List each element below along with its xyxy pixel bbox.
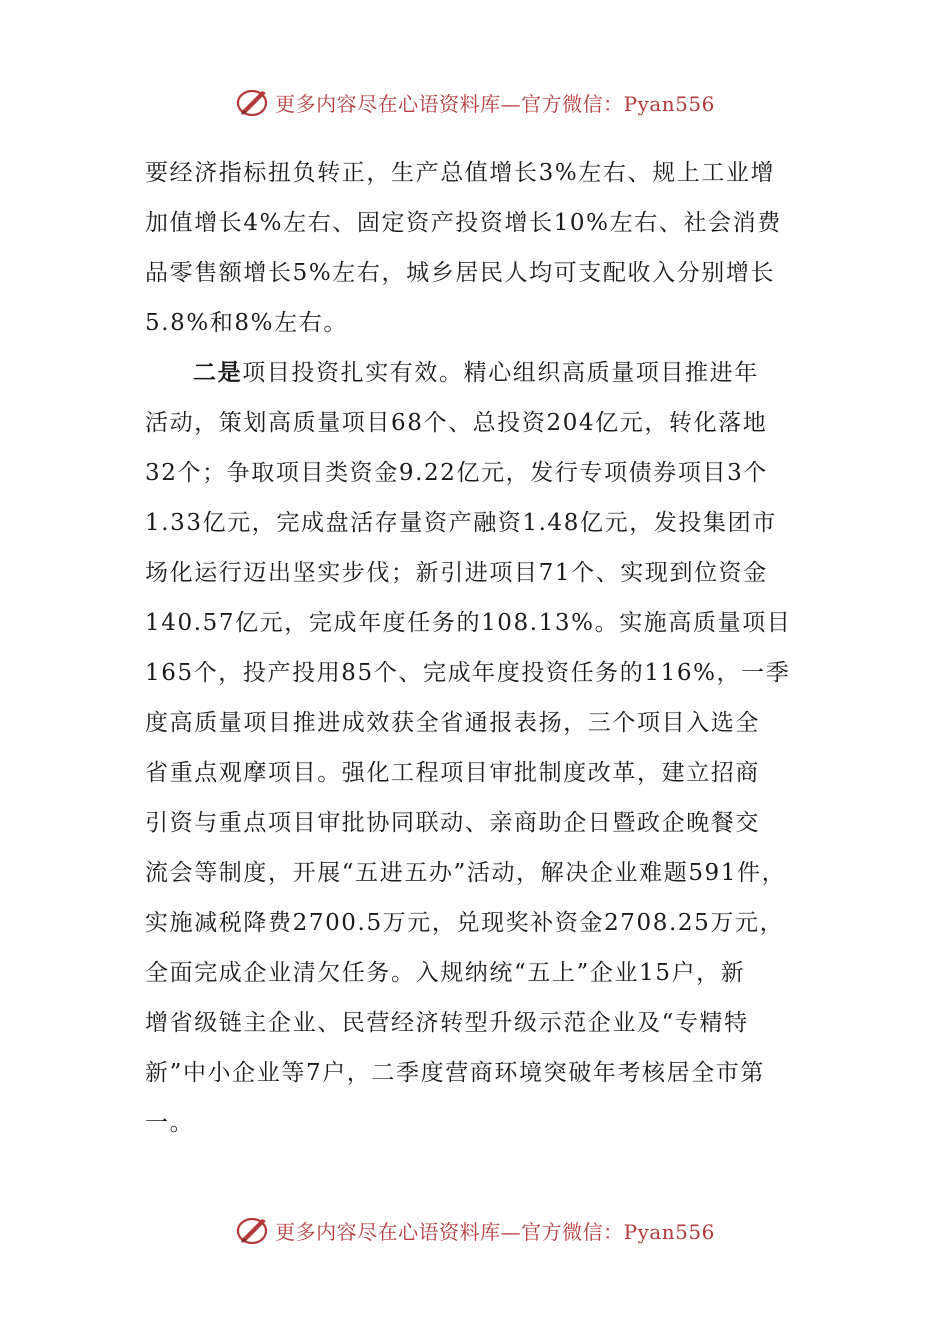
- text-line: 1.33亿元，完成盘活存量资产融资1.48亿元，发投集团市: [145, 510, 777, 536]
- text-line: 165个，投产投用85个、完成年度投资任务的116%，一季: [145, 660, 791, 686]
- paragraph-1: [145, 148, 825, 348]
- pen-logo-icon: [235, 1212, 271, 1248]
- text-line: 新”中小企业等7户，二季度营商环境突破年考核居全市第: [145, 1060, 765, 1086]
- footer-banner-text: 更多内容尽在心语资料库—官方微信：Pyan556: [275, 1219, 715, 1244]
- text-line: 度高质量项目推进成效获全省通报表扬，三个项目入选全: [145, 710, 760, 736]
- text-line: 加值增长4%左右、固定资产投资增长10%左右、社会消费: [145, 210, 782, 236]
- text-line: 场化运行迈出坚实步伐；新引进项目71个、实现到位资金: [145, 560, 768, 586]
- header-banner: [0, 82, 950, 122]
- text-line: 省重点观摩项目。强化工程项目审批制度改革，建立招商: [145, 760, 760, 786]
- text-line: 5.8%和8%左右。: [145, 310, 348, 336]
- header-banner-text: 更多内容尽在心语资料库—官方微信：Pyan556: [275, 91, 715, 116]
- text-line: 32个；争取项目类资金9.22亿元，发行专项债券项目3个: [145, 460, 768, 486]
- footer-banner: [0, 1210, 950, 1250]
- text-line: 流会等制度，开展“五进五办”活动，解决企业难题591件，: [145, 860, 787, 886]
- text-line: 140.57亿元，完成年度任务的108.13%。实施高质量项目: [145, 610, 792, 636]
- paragraph-lead: 二是: [193, 359, 243, 386]
- text-line: 全面完成企业清欠任务。入规纳统“五上”企业15户，新: [145, 960, 746, 986]
- text-line: 增省级链主企业、民营经济转型升级示范企业及“专精特: [145, 1010, 749, 1036]
- document-body: [145, 148, 825, 1148]
- paragraph-2: [145, 348, 825, 1148]
- text-line: 引资与重点项目审批协同联动、亲商助企日暨政企晚餐交: [145, 810, 760, 836]
- pen-logo-icon: [235, 84, 271, 120]
- text-line-rest: 项目投资扎实有效。精心组织高质量项目推进年: [242, 360, 759, 386]
- text-line: 品零售额增长5%左右，城乡居民人均可支配收入分别增长: [145, 260, 776, 286]
- text-line: 实施减税降费2700.5万元，兑现奖补资金2708.25万元，: [145, 910, 785, 936]
- text-line: 一。: [145, 1110, 195, 1136]
- text-line: 要经济指标扭负转正，生产总值增长3%左右、规上工业增: [145, 160, 776, 186]
- paragraph-first-line: [145, 348, 825, 398]
- text-line: 活动，策划高质量项目68个、总投资204亿元，转化落地: [145, 410, 768, 436]
